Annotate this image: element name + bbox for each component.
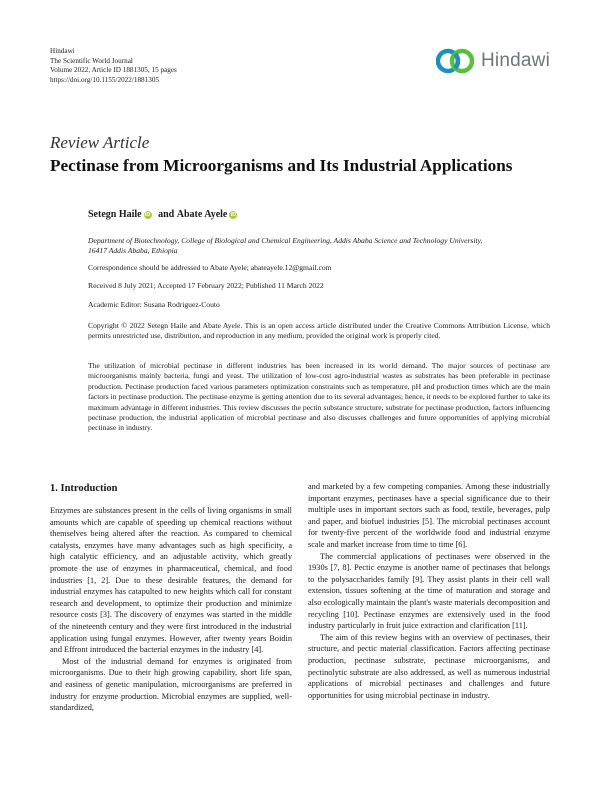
article-title: Pectinase from Microorganisms and Its Industrial Applications [50, 156, 513, 175]
article-dates: Received 8 July 2021; Accepted 17 February 2022; Published 11 March 2022 [88, 281, 324, 290]
paragraph: The aim of this review begins with an overview of pectinases, their structure, and pectic material classification. Factors affecting pectinase production, pectinase substrate, pectinase microorganisms, and pectinolytic substrate are also addressed, as well as numerous industrial applications of microbial pectinases and challenges and future opportunities for using microbial pectinase in industry. [308, 632, 550, 700]
correspondence: Correspondence should be addressed to Abate Ayele; abateayele.12@gmail.com [88, 263, 332, 272]
paragraph: and marketed by a few competing companies. Among these industrially important enzymes, pectinases have a special significance due to their multiple uses in important sectors such as food, textile, beverages, pulp and paper, and biofuel industries [5]. The microbial pectinases account for twenty-five percent of the worldwide food and industrial enzyme scale and market increase from time to time [6]. [308, 482, 550, 549]
orcid-icon[interactable]: iD [144, 211, 151, 218]
hindawi-logo-icon [436, 46, 478, 76]
affiliation [88, 236, 550, 257]
body-column-left [50, 482, 292, 714]
doi-link[interactable]: https://doi.org/10.1155/2022/1881305 [50, 75, 160, 84]
publisher-name: Hindawi [50, 47, 75, 55]
abstract: The utilization of microbial pectinase in different industries has been increased in its world demand. The major sources of pectinase are microorganisms mainly bacteria, fungi and yeast. The utilization of low-cost agro-industrial wastes as substrates has been preferable in pectinase production. Pectinase production faced various parameters optimization constraints such as temperature, pH and production times which are the main factors in pectinase production. The pectinase enzyme is getting attention due to its several advantages; hence, it needs to be explored further to take its maximum advantage in different industries. This review discusses the pectin substance structure, substrate for pectinase production, factors influencing pectinase production, the industrial application of microbial pectinase and also discusses challenges and future opportunities of applying microbial pectinase in industry. [88, 361, 550, 433]
author-name: Setegn Haile [88, 209, 142, 220]
affiliation-line: Department of Biotechnology, College of Biological and Chemical Engineering, Addis Ababa Science and Technology University, [88, 236, 483, 245]
copyright-notice: Copyright © 2022 Setegn Haile and Abate Ayele. This is an open access article distributed under the Creative Commons Attribution License, which permits unrestricted use, distribution, and reproduction in any medium, provided the original work is properly cited. [88, 321, 550, 341]
paragraph: The commercial applications of pectinases were observed in the 1930s [7, 8]. Pectic enzyme is another name of pectinases that belongs to the polysaccharides family [9]. They assist plants in their cell wall extension, tissues softening at the time of maturation and storage and also ecologically maintain the plant's waste materials decomposition and recycling [10]. Pectinase enzymes are extensively used in the food industry particularly in fruit juice extraction and clarification [11]. [308, 551, 550, 631]
hindawi-logo[interactable] [436, 46, 550, 76]
paragraph: Most of the industrial demand for enzymes is originated from microorganisms. Due to their high growing capability, short life span, and easiness of genetic manipulation, microorganisms are preferred in industry for enzyme production. Microbial enzymes are supplied, well-standardized, [50, 656, 292, 713]
journal-header [50, 47, 177, 85]
paragraph: Enzymes are substances present in the cells of living organisms in small amounts which are capable of speeding up chemical reactions without themselves being altered after the reaction. As compared to chemical catalysts, enzymes have many advantages such as high specificity, a high catalytic efficiency, and an adjustable activity, which greatly promote the use of enzymes in pharmaceutical, chemical, and food industries [1, 2]. Due to these desirable features, the demand for industrial enzymes has catapulted to new heights which call for constant research and development, to optimize their production and minimize resource costs [3]. The discovery of enzymes was started in the middle of the nineteenth century and they were first introduced in the industrial application using fungal enzymes. However, after twenty years Boidin and Effront introduced the bacterial enzymes in the industry [4]. [50, 506, 292, 655]
section-heading: 1. Introduction [50, 483, 118, 494]
author-conjunction: and [155, 209, 177, 220]
journal-name: The Scientific World Journal [50, 56, 133, 65]
affiliation-line: 16417 Addis Ababa, Ethiopia [88, 246, 178, 256]
academic-editor: Academic Editor: Susana Rodriguez-Couto [88, 300, 220, 309]
volume-line: Volume 2022, Article ID 1881305, 15 pages [50, 66, 177, 75]
author-name: Abate Ayele [176, 209, 228, 220]
body-column-right [308, 481, 550, 701]
logo-text: Hindawi [481, 50, 550, 71]
orcid-icon[interactable]: iD [230, 211, 237, 218]
author-list [88, 209, 241, 220]
article-type: Review Article [50, 133, 150, 152]
